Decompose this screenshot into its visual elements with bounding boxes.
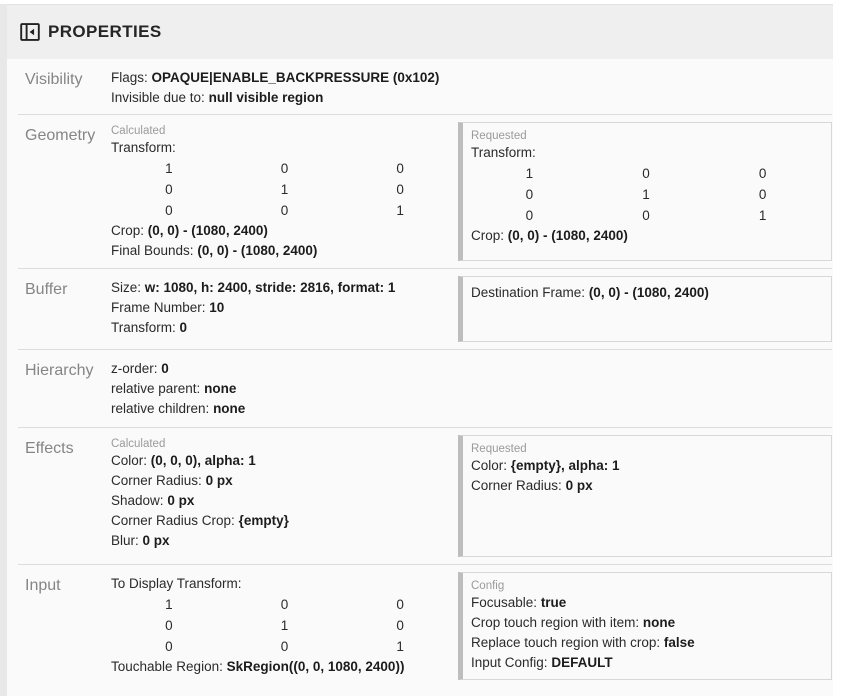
property-value: none — [204, 381, 237, 396]
property-row — [111, 298, 458, 318]
property-value: {empty} — [238, 513, 289, 528]
property-row — [111, 451, 458, 471]
property-name: Corner Radius: — [471, 478, 562, 493]
collapse-panel-button[interactable] — [18, 20, 42, 44]
property-name: Color: — [471, 458, 508, 473]
matrix-cell: 0 — [642, 166, 650, 181]
transform-matrix — [471, 163, 821, 226]
matrix-cell: 1 — [525, 166, 534, 181]
left-panel-close-icon — [18, 20, 42, 44]
config-box — [458, 572, 832, 680]
left-gutter — [0, 4, 7, 696]
requested-box — [458, 435, 832, 557]
property-row — [471, 226, 821, 246]
matrix-cell: 1 — [280, 618, 289, 633]
property-name: Replace touch region with crop: — [471, 635, 661, 650]
section-label: Visibility — [25, 71, 83, 88]
property-name: Transform: — [471, 145, 536, 160]
property-name: relative children: — [111, 401, 210, 416]
matrix-cell: 1 — [642, 187, 650, 202]
requested-group-header: Requested — [471, 130, 527, 142]
property-name: relative parent: — [111, 381, 201, 396]
section-label: Input — [25, 577, 61, 594]
property-name: Transform: — [111, 320, 176, 335]
property-name: Blur: — [111, 533, 139, 548]
property-value: (0, 0) - (1080, 2400) — [197, 243, 318, 258]
property-value: DEFAULT — [551, 655, 613, 670]
matrix-cell: 0 — [396, 597, 404, 612]
property-name: Focusable: — [471, 595, 538, 610]
matrix-cell: 0 — [165, 182, 173, 197]
properties-panel — [7, 4, 833, 696]
property-row — [111, 221, 458, 241]
property-value: 0 px — [565, 478, 593, 493]
matrix-cell: 1 — [396, 203, 404, 218]
matrix-cell: 0 — [165, 639, 173, 654]
matrix-cell: 0 — [758, 166, 767, 181]
section-label: Geometry — [25, 127, 96, 144]
property-name: Size: — [111, 280, 142, 295]
property-value: SkRegion((0, 0, 1080, 2400)) — [226, 659, 405, 674]
property-row — [111, 657, 458, 677]
property-row — [471, 456, 821, 476]
property-value: 10 — [209, 300, 225, 315]
property-name: Flags: — [111, 70, 148, 85]
property-row — [111, 511, 458, 531]
property-name: Transform: — [111, 140, 176, 155]
property-name: Destination Frame: — [471, 285, 586, 300]
matrix-cell: 0 — [280, 639, 289, 654]
property-row — [111, 574, 458, 594]
property-name: Color: — [111, 453, 148, 468]
property-row — [111, 531, 458, 551]
property-value: (0, 0) - (1080, 2400) — [588, 285, 709, 300]
property-name: Shadow: — [111, 493, 164, 508]
matrix-cell: 0 — [525, 208, 534, 223]
requested-box — [458, 122, 832, 261]
panel-header — [7, 4, 833, 59]
property-value: (0, 0) - (1080, 2400) — [507, 228, 628, 243]
property-row — [111, 359, 458, 379]
matrix-cell: 0 — [280, 203, 289, 218]
transform-matrix — [111, 594, 458, 657]
property-name: To Display Transform: — [111, 576, 242, 591]
property-row — [111, 278, 458, 298]
requested-box — [458, 276, 832, 342]
property-value: 0 px — [167, 493, 195, 508]
property-row — [471, 476, 821, 496]
matrix-cell: 0 — [642, 208, 650, 223]
matrix-cell: 0 — [280, 597, 289, 612]
property-row — [111, 318, 458, 338]
property-value: false — [663, 635, 695, 650]
section-visibility — [18, 59, 832, 115]
property-row — [111, 491, 458, 511]
section-input — [18, 565, 832, 696]
section-geometry — [18, 115, 832, 269]
property-name: z-order: — [111, 361, 158, 376]
matrix-cell: 0 — [396, 182, 404, 197]
matrix-cell: 0 — [396, 618, 404, 633]
matrix-cell: 1 — [165, 161, 173, 176]
config-group-header: Config — [471, 580, 505, 592]
matrix-cell: 1 — [758, 208, 767, 223]
property-value: (0, 0) - (1080, 2400) — [147, 223, 268, 238]
property-row — [471, 633, 821, 653]
property-row — [471, 283, 821, 303]
property-row — [111, 138, 458, 158]
section-label: Effects — [25, 440, 74, 457]
property-value: w: 1080, h: 2400, stride: 2816, format: 1 — [144, 280, 396, 295]
property-value: (0, 0, 0), alpha: 1 — [150, 453, 256, 468]
property-row — [471, 593, 821, 613]
panel-title: PROPERTIES — [48, 22, 162, 41]
matrix-cell: 0 — [280, 161, 289, 176]
property-value: none — [642, 615, 676, 630]
property-name: Corner Radius: — [111, 473, 202, 488]
transform-matrix — [111, 158, 458, 221]
property-value: {empty}, alpha: 1 — [510, 458, 620, 473]
property-row — [111, 68, 458, 88]
section-effects — [18, 428, 832, 565]
property-name: Crop touch region with item: — [471, 615, 640, 630]
matrix-cell: 0 — [165, 618, 173, 633]
property-value: 0 — [161, 361, 169, 376]
property-row — [471, 653, 821, 673]
property-row — [111, 241, 458, 261]
section-label: Hierarchy — [25, 362, 94, 379]
matrix-cell: 0 — [758, 187, 767, 202]
property-name: Crop: — [471, 228, 505, 243]
matrix-cell: 0 — [525, 187, 534, 202]
matrix-cell: 1 — [396, 639, 404, 654]
property-value: null visible region — [208, 90, 324, 105]
property-name: Touchable Region: — [111, 659, 223, 674]
calculated-group-header: Calculated — [111, 125, 166, 137]
property-value: 0 px — [205, 473, 233, 488]
section-label: Buffer — [25, 281, 68, 298]
property-name: Corner Radius Crop: — [111, 513, 235, 528]
property-value: none — [213, 401, 246, 416]
requested-group-header: Requested — [471, 443, 527, 455]
property-value: OPAQUE|ENABLE_BACKPRESSURE (0x102) — [151, 70, 440, 85]
matrix-cell: 0 — [396, 161, 404, 176]
property-name: Frame Number: — [111, 300, 206, 315]
calculated-group-header: Calculated — [111, 438, 166, 450]
property-value: true — [540, 595, 567, 610]
property-row — [111, 379, 458, 399]
matrix-cell: 1 — [165, 597, 173, 612]
property-row — [111, 471, 458, 491]
property-name: Invisible due to: — [111, 90, 205, 105]
section-hierarchy — [18, 350, 832, 428]
property-name: Final Bounds: — [111, 243, 194, 258]
matrix-cell: 0 — [165, 203, 173, 218]
property-value: 0 px — [142, 533, 170, 548]
property-row — [471, 143, 821, 163]
property-row — [111, 399, 458, 419]
property-row — [471, 613, 821, 633]
property-name: Crop: — [111, 223, 145, 238]
matrix-cell: 1 — [280, 182, 289, 197]
section-buffer — [18, 269, 832, 350]
property-name: Input Config: — [471, 655, 548, 670]
property-row — [111, 88, 458, 108]
property-value: 0 — [179, 320, 188, 335]
